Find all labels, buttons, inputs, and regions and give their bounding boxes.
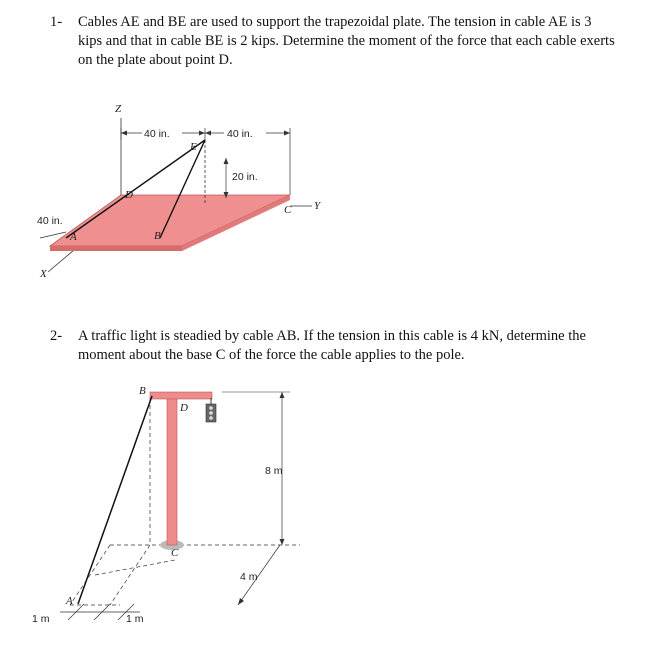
problem-2-text: A traffic light is steadied by cable AB. If the tension in this cable is 4 kN, determine the moment about the base C of the force the cable applies to the pole.: [78, 328, 586, 363]
cable-ab: [78, 396, 152, 604]
dim-height-label: 20 in.: [232, 171, 258, 183]
dim-bottom-label-2: 1 m: [126, 613, 144, 625]
point-a-label-2: A: [66, 595, 73, 607]
traffic-light-pole: [167, 395, 177, 545]
dim-depth-label-2: 4 m: [240, 571, 258, 583]
dim-side-label: 40 in.: [37, 215, 63, 227]
point-b-label-2: B: [139, 385, 146, 397]
axis-z-label: Z: [115, 103, 122, 115]
pole-arm: [150, 392, 212, 399]
point-c-label: C: [284, 204, 292, 216]
dim-left-label: 40 in.: [144, 128, 170, 140]
point-a-label: A: [70, 231, 77, 243]
dim-height-label-2: 8 m: [265, 465, 283, 477]
dim-left-label-2: 1 m: [32, 613, 50, 625]
point-c-label-2: C: [171, 547, 179, 559]
point-e-label: E: [190, 141, 197, 153]
problem-1-number: 1-: [50, 14, 63, 30]
problem-1-text: Cables AE and BE are used to support the trapezoidal plate. The tension in cable AE is 3 kips and that in cable BE is 2 kips. Determine the moment of the force that each cable exerts on the plate about point D.: [78, 14, 615, 68]
dim-right-label: 40 in.: [227, 128, 253, 140]
point-b-label: B: [154, 230, 161, 242]
point-d-label-2: D: [180, 402, 188, 414]
axis-y-label: Y: [314, 200, 321, 212]
axis-x-label: X: [40, 268, 47, 280]
problem-2-number: 2-: [50, 328, 63, 344]
point-d-label: D: [125, 189, 133, 201]
